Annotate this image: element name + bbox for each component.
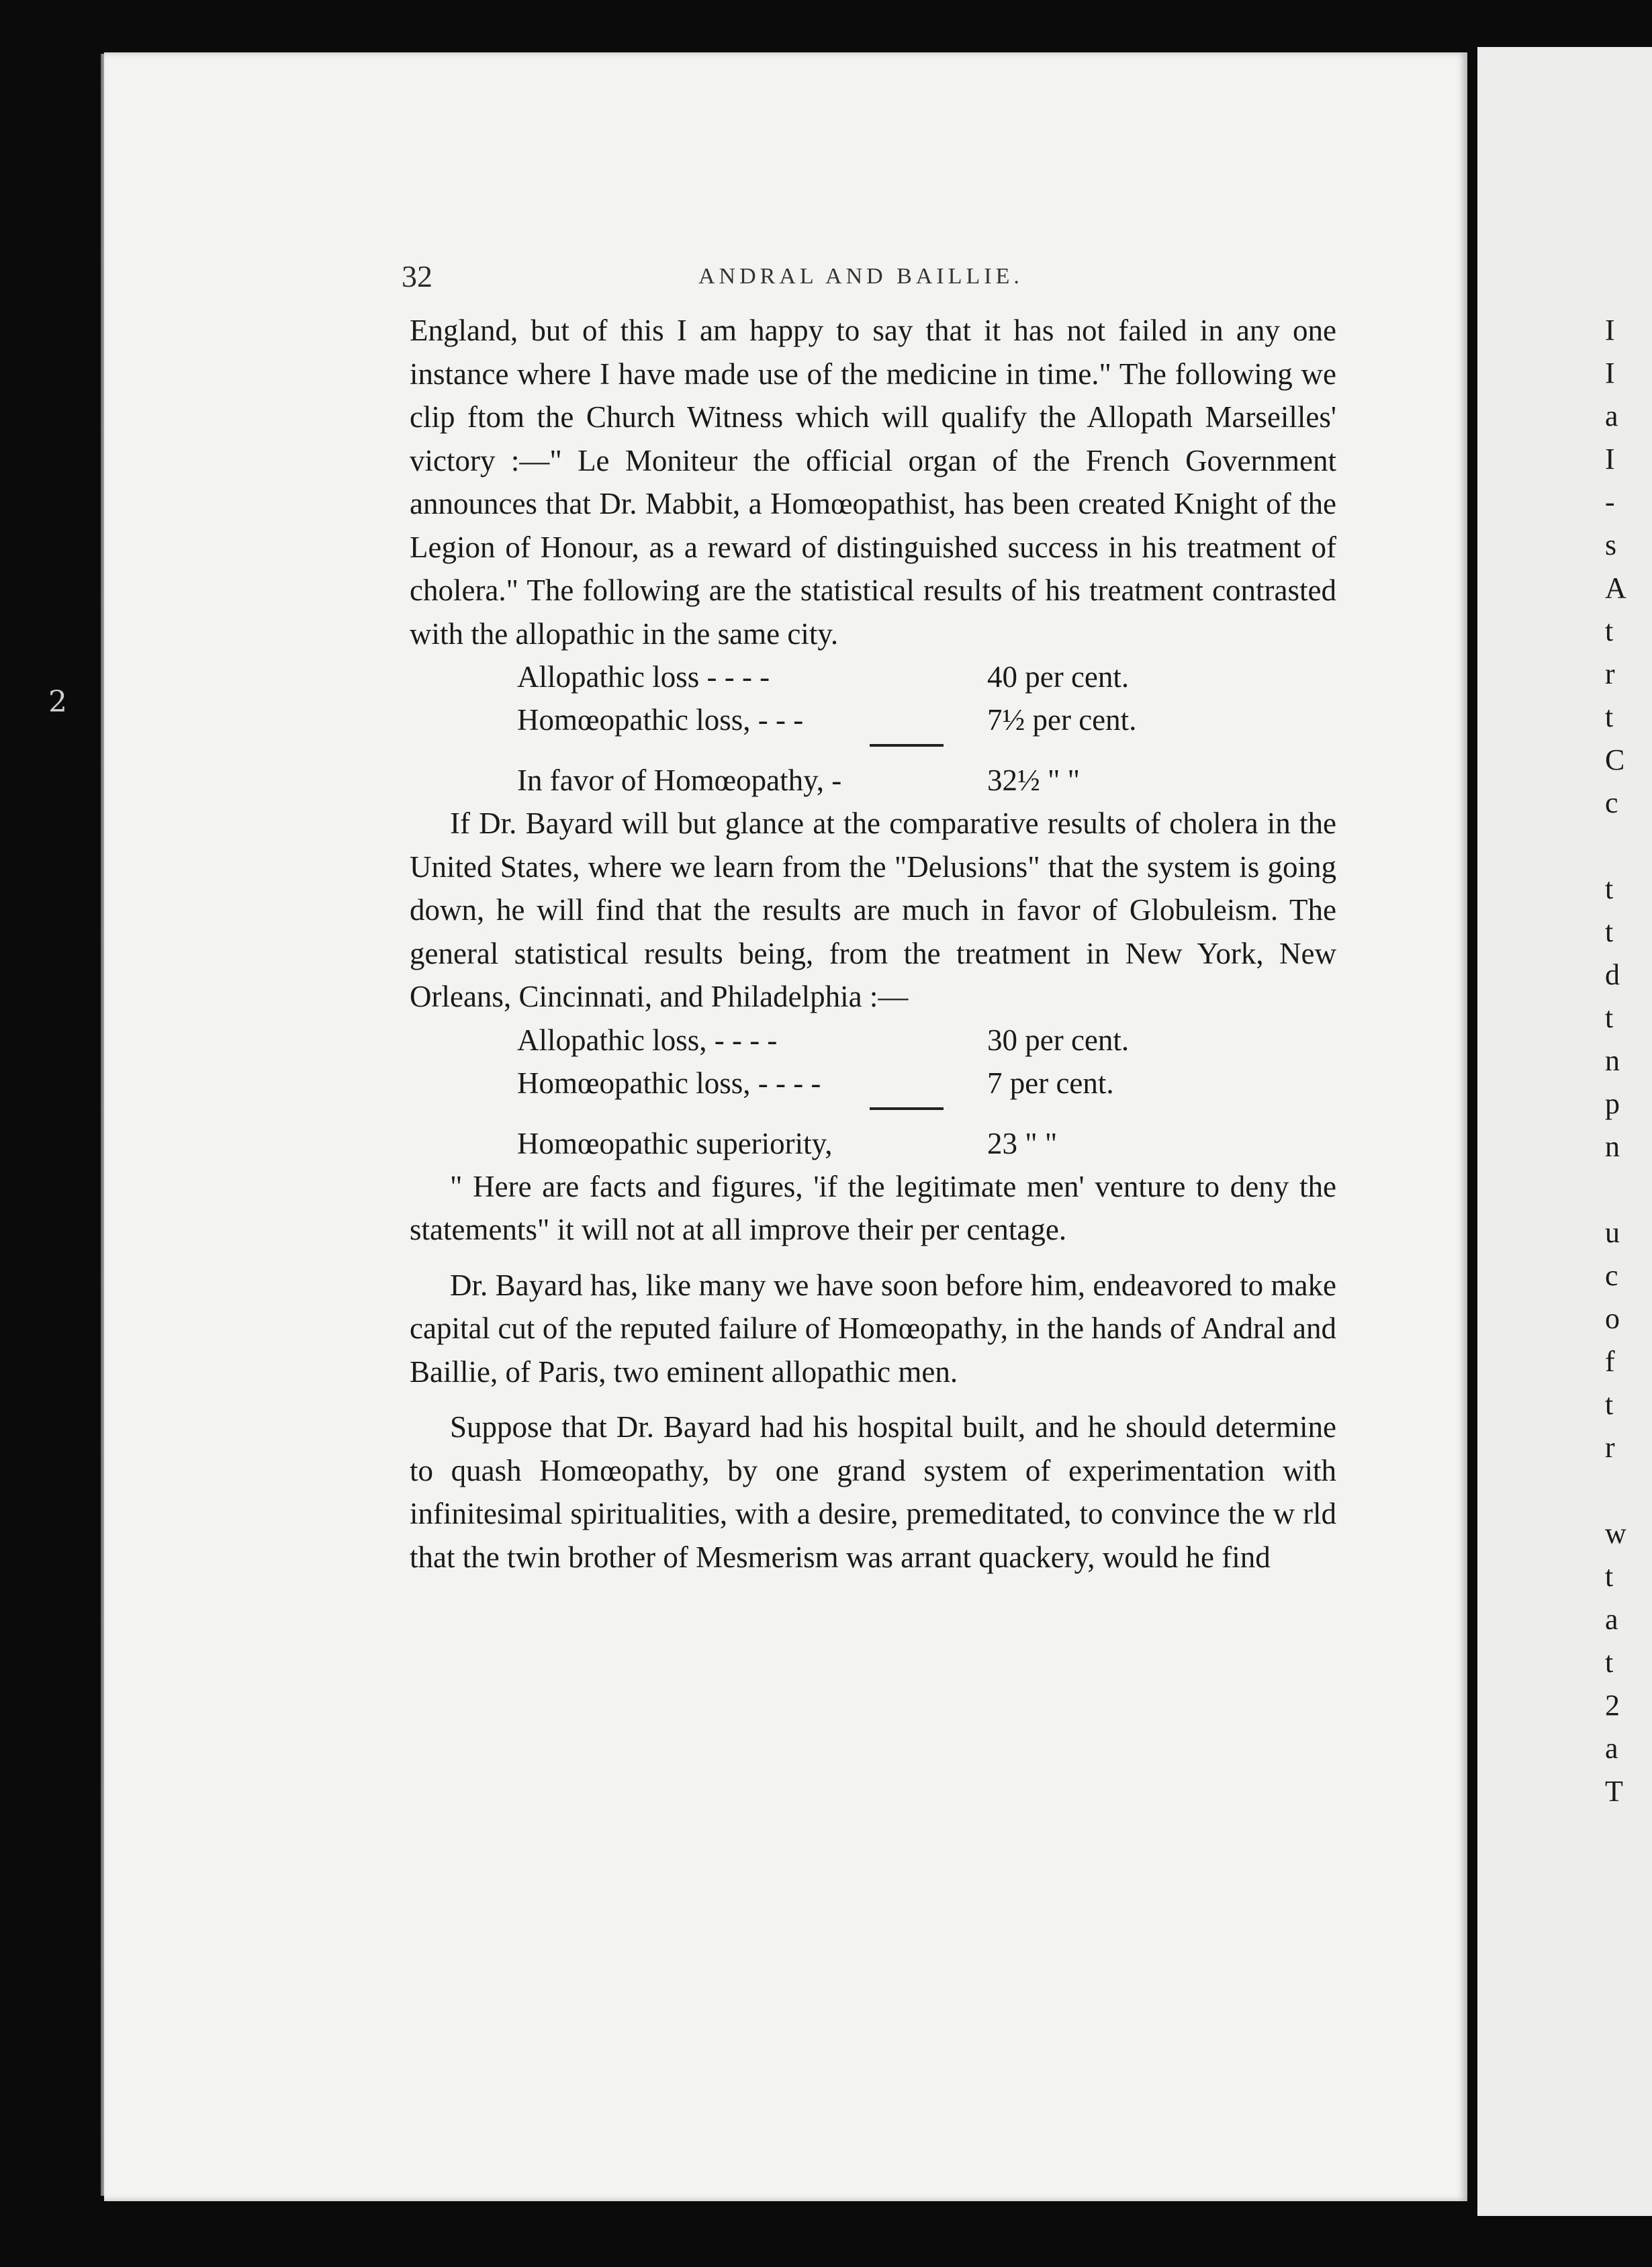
row-value: 30 per cent.: [987, 1023, 1130, 1057]
body-text: [410, 309, 1336, 1579]
row-label: Homœopathic loss, - - -: [517, 703, 804, 737]
facing-page-letter: a: [1605, 1732, 1618, 1765]
facing-page-letter: [1605, 825, 1652, 868]
facing-page-letters: [1605, 309, 1652, 1813]
row-label: Homœopathic loss, - - - -: [517, 1066, 821, 1100]
facing-page-letter: t: [1605, 700, 1614, 733]
facing-page-letter: c: [1605, 1259, 1618, 1292]
facing-page-letter: t: [1605, 1388, 1614, 1421]
total-label: In favor of Homœopathy, -: [517, 764, 842, 797]
facing-page-letter: t: [1605, 1001, 1614, 1034]
facing-page-letter: I: [1605, 357, 1615, 389]
row-label: Allopathic loss, - - - -: [517, 1023, 778, 1057]
table-row: [517, 698, 1256, 741]
facing-page-letter: o: [1605, 1302, 1620, 1335]
margin-note: 2: [48, 685, 67, 719]
total-label: Homœopathic superiority,: [517, 1126, 833, 1160]
facing-page-letter: T: [1605, 1775, 1623, 1808]
total-value: 32½ " ": [987, 764, 1080, 797]
page-number: 32: [402, 259, 432, 293]
statistics-table-1: [517, 655, 1256, 802]
row-label: Allopathic loss - - - -: [517, 660, 770, 694]
facing-page-letter: t: [1605, 1646, 1614, 1679]
facing-page-letter: [1605, 1469, 1652, 1512]
facing-page-letter: c: [1605, 786, 1618, 819]
facing-page-letter: t: [1605, 915, 1614, 948]
facing-page-letter: I: [1605, 314, 1615, 346]
facing-page-letter: a: [1605, 1603, 1618, 1636]
facing-page-letter: s: [1605, 528, 1617, 561]
sum-rule: [870, 1107, 944, 1110]
facing-page-letter: n: [1605, 1044, 1620, 1077]
running-title: ANDRAL AND BAILLIE.: [698, 264, 1023, 289]
facing-page-letter: n: [1605, 1130, 1620, 1163]
statistics-table-2: [517, 1019, 1256, 1165]
row-value: 40 per cent.: [987, 660, 1130, 694]
row-value: 7 per cent.: [987, 1066, 1114, 1100]
table-row: [517, 655, 1256, 698]
facing-page-letter: r: [1605, 1431, 1615, 1464]
facing-page-letter: w: [1605, 1517, 1626, 1550]
facing-page-letter: -: [1605, 485, 1615, 518]
facing-page-letter: u: [1605, 1216, 1620, 1249]
facing-page-letter: A: [1605, 571, 1626, 604]
facing-page-letter: t: [1605, 872, 1614, 905]
table-total-row: [517, 1122, 1256, 1165]
row-value: 7½ per cent.: [987, 703, 1137, 737]
facing-page-letter: I: [1605, 443, 1615, 475]
sum-rule: [870, 744, 944, 747]
facing-page-letter: a: [1605, 400, 1618, 432]
paragraph-5: Suppose that Dr. Bayard had his hospital built, and he should determine to quash Homœopathy, by one grand system of experimentation with infinitesimal spiritualities, with a desire, premeditated, to convince the w rld that the twin brother of Mesmerism was arrant quackery, would he find: [410, 1410, 1336, 1574]
facing-page-letter: r: [1605, 657, 1615, 690]
paragraph-3: " Here are facts and figures, 'if the legitimate men' venture to deny the statements" it will not at all improve their per centage.: [410, 1169, 1336, 1246]
facing-page-letter: f: [1605, 1345, 1615, 1378]
paragraph-1: England, but of this I am happy to say that it has not failed in any one instance where I have made use of the medicine in time." The following we clip ftom the Church Witness which will qualify the Allopath Marseilles' victory :—" Le Moniteur the official organ of the French Government announces that Dr. Mabbit, a Homœopathist, has been created Knight of the Legion of Honour, as a reward of distinguished success in his treatment of cholera." The following are the statistical results of his treatment contrasted with the allopathic in the same city.: [410, 314, 1336, 651]
paragraph-4: Dr. Bayard has, like many we have soon before him, endeavored to make capital cut of the reputed failure of Homœopathy, in the hands of Andral and Baillie, of Paris, two eminent allopathic men.: [410, 1268, 1336, 1389]
paragraph-2: If Dr. Bayard will but glance at the comparative results of cholera in the United States, where we learn from the "Delusions" that the system is going down, he will find that the results are much in favor of Globuleism. The general statistical results being, from the treatment in New York, New Orleans, Cincinnati, and Philadelphia :—: [410, 806, 1336, 1013]
table-row: [517, 1062, 1256, 1105]
facing-page-letter: C: [1605, 743, 1625, 776]
facing-page-letter: [1605, 1168, 1652, 1211]
total-value: 23 " ": [987, 1126, 1058, 1160]
table-row: [517, 1019, 1256, 1062]
facing-page-letter: 2: [1605, 1689, 1620, 1722]
facing-page-letter: t: [1605, 1560, 1614, 1593]
facing-page-letter: t: [1605, 614, 1614, 647]
facing-page-letter: d: [1605, 958, 1620, 991]
table-total-row: [517, 759, 1256, 802]
page-header: [402, 259, 1336, 299]
facing-page-letter: p: [1605, 1087, 1620, 1120]
